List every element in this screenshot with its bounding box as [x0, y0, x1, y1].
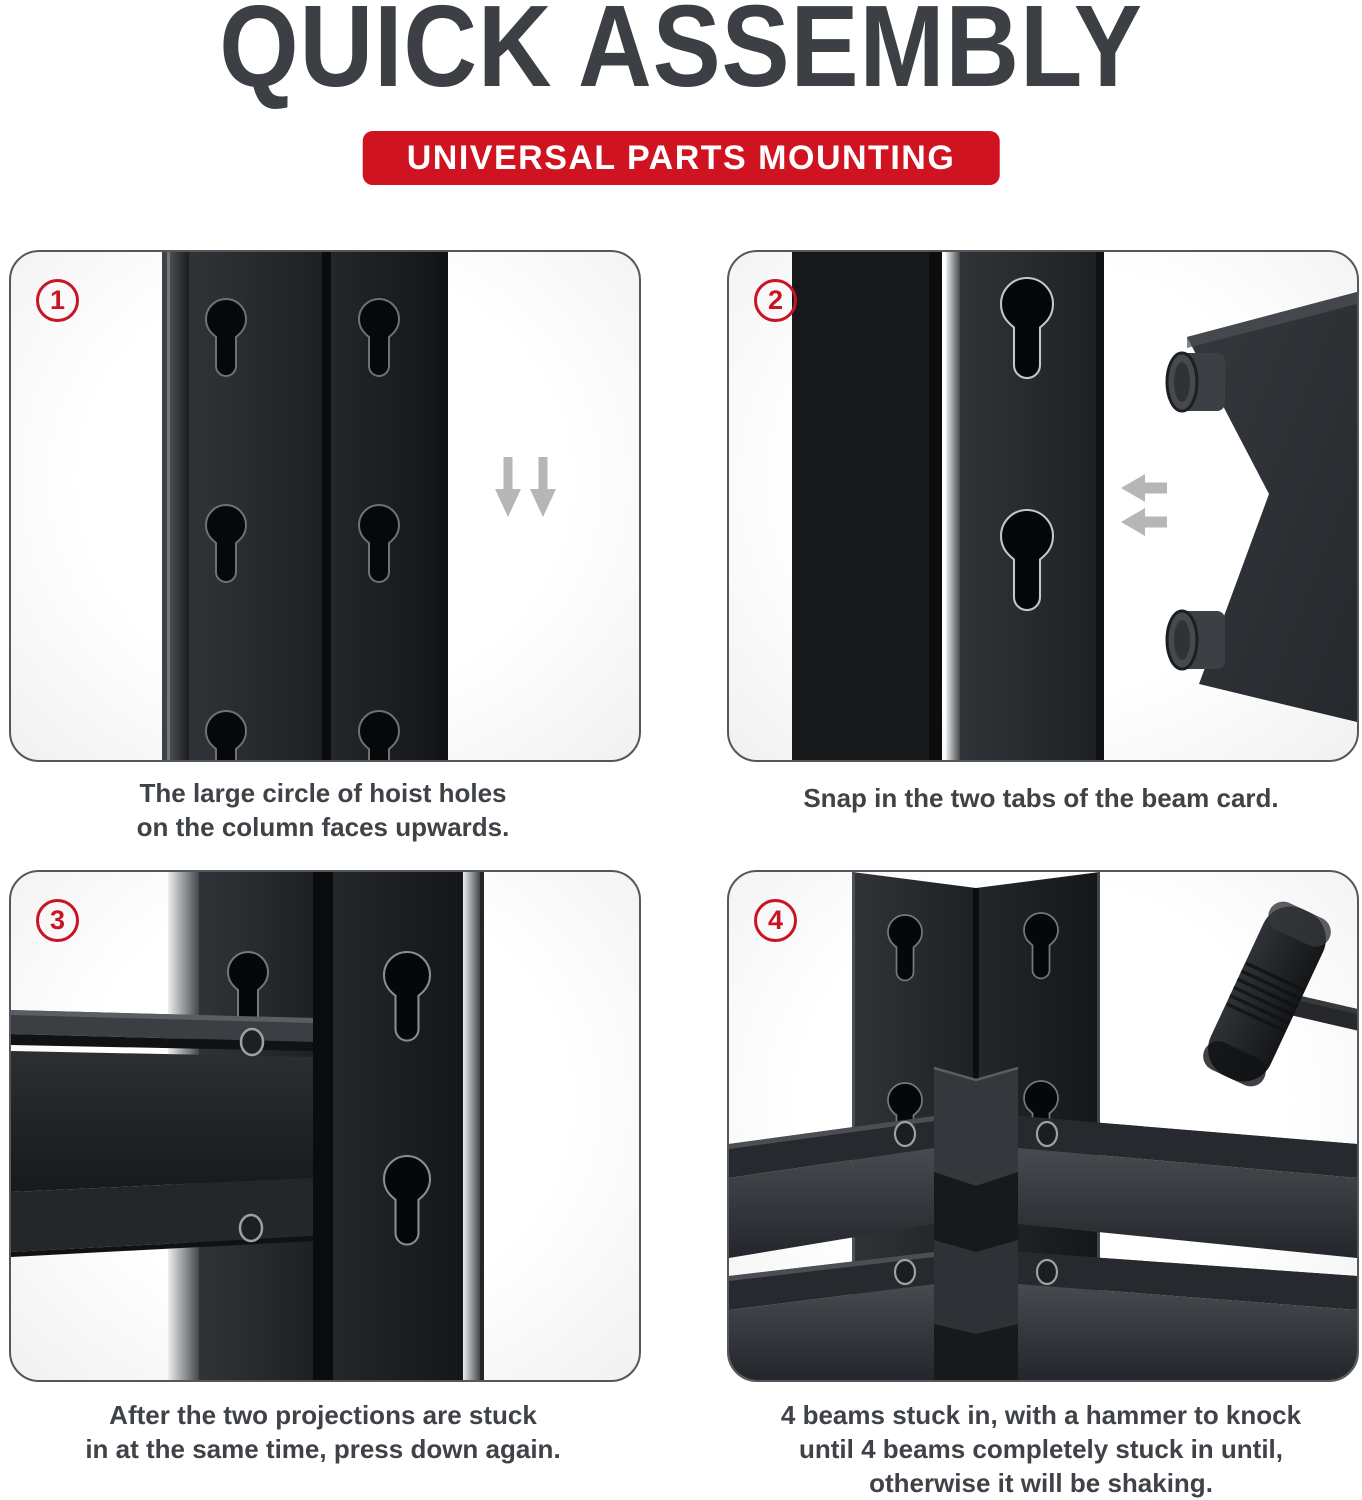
rivet-hole	[241, 1029, 263, 1055]
rivet-hole	[895, 1122, 915, 1146]
mallet-icon	[1198, 897, 1357, 1092]
step-1-illustration	[11, 252, 639, 760]
step-2-panel	[727, 250, 1359, 762]
step-number-badge: 3	[36, 899, 79, 942]
beam-card	[1167, 292, 1357, 722]
corner-bracket	[934, 1068, 1018, 1186]
step-4-panel	[727, 870, 1359, 1382]
down-arrow-icon	[530, 457, 556, 517]
step-1-caption	[9, 776, 637, 844]
caption-line: The large circle of hoist holes	[139, 778, 507, 808]
rivet-hole	[1037, 1122, 1057, 1146]
corner-bracket	[934, 1240, 1018, 1334]
push-left-arrows	[1121, 474, 1167, 536]
step-4-illustration	[729, 872, 1357, 1380]
page-title: QUICK ASSEMBLY	[219, 0, 1143, 111]
rivet-hole	[240, 1215, 262, 1241]
step-4-caption	[727, 1398, 1355, 1500]
caption-line: in at the same time, press down again.	[85, 1434, 561, 1464]
step-2-caption	[727, 781, 1355, 815]
caption-line: until 4 beams completely stuck in until,	[799, 1434, 1283, 1464]
step-3-caption	[9, 1398, 637, 1466]
caption-line: After the two projections are stuck	[109, 1400, 537, 1430]
caption-line: on the column faces upwards.	[136, 812, 510, 842]
upright-column	[162, 252, 448, 760]
step-1-panel	[9, 250, 641, 762]
slide-down-arrows	[495, 457, 556, 517]
step-3-panel	[9, 870, 641, 1382]
shelf-beam	[11, 1010, 313, 1257]
step-2-illustration	[729, 252, 1357, 760]
caption-line: 4 beams stuck in, with a hammer to knock	[780, 1400, 1302, 1430]
caption-line: Snap in the two tabs of the beam card.	[803, 783, 1279, 813]
caption-line: otherwise it will be shaking.	[869, 1468, 1213, 1498]
upright-column	[792, 252, 1104, 760]
rivet-hole	[1037, 1260, 1057, 1284]
left-arrow-icon	[1121, 474, 1167, 502]
step-3-illustration	[11, 872, 639, 1380]
down-arrow-icon	[495, 457, 521, 517]
step-number-badge: 4	[754, 899, 797, 942]
rivet-hole	[895, 1260, 915, 1284]
step-number-badge: 2	[754, 279, 797, 322]
left-arrow-icon	[1121, 508, 1167, 536]
banner: UNIVERSAL PARTS MOUNTING	[363, 131, 1000, 185]
step-number-badge: 1	[36, 279, 79, 322]
